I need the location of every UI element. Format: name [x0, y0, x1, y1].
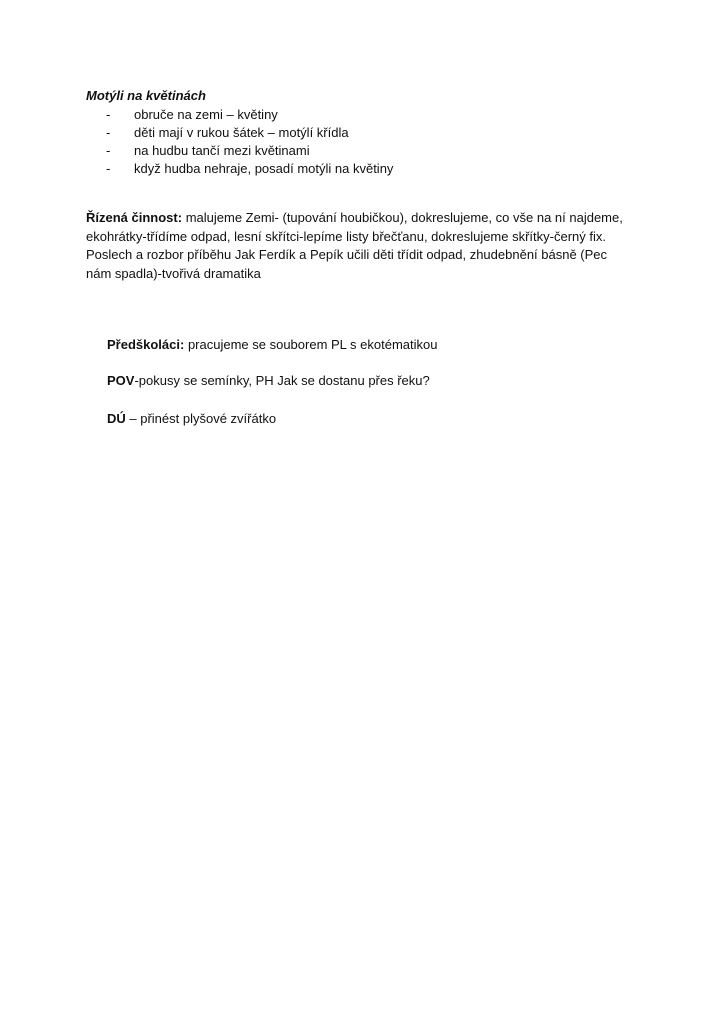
list-item-text: na hudbu tančí mezi květinami	[134, 143, 310, 158]
rizena-cinnost-paragraph	[86, 209, 646, 283]
pov-note	[107, 372, 430, 390]
list-item	[86, 142, 393, 160]
list-dash: -	[106, 107, 111, 122]
predskolaci-label: Předškoláci:	[107, 337, 185, 352]
paragraph-line: nám spadla)-tvořivá dramatika	[86, 265, 261, 281]
activity-list	[86, 106, 393, 178]
list-dash: -	[106, 125, 111, 140]
rizena-cinnost-label: Řízená činnost:	[86, 210, 183, 225]
du-text: – přinést plyšové zvířátko	[125, 411, 277, 426]
list-item-text: obruče na zemi – květiny	[134, 107, 278, 122]
paragraph-line: Poslech a rozbor příběhu Jak Ferdík a Pepík učili děti třídit odpad, zhudebnění básně (Pec	[86, 247, 608, 262]
paragraph-text: malujeme Zemi- (tupování houbičkou), dokreslujeme, co vše na ní najdeme,	[182, 210, 623, 225]
du-label: DÚ	[107, 411, 126, 426]
list-item	[86, 106, 393, 124]
list-item-text: děti mají v rukou šátek – motýlí křídla	[134, 125, 349, 140]
predskolaci-note	[107, 336, 437, 354]
predskolaci-text: pracujeme se souborem PL s ekotématikou	[184, 337, 438, 352]
list-dash: -	[106, 161, 111, 176]
paragraph-line: ekohrátky-třídíme odpad, lesní skřítci-lepíme listy břečťanu, dokreslujeme skřítky-černý fix.	[86, 228, 606, 244]
paragraph-line	[86, 209, 646, 228]
du-note	[107, 410, 276, 428]
list-item	[86, 160, 393, 178]
pov-text: -pokusy se semínky, PH Jak se dostanu přes řeku?	[134, 373, 430, 388]
list-item	[86, 124, 393, 142]
section-title: Motýli na květinách	[86, 88, 206, 103]
pov-label: POV	[107, 373, 135, 388]
list-item-text: když hudba nehraje, posadí motýli na květiny	[134, 161, 394, 176]
list-dash: -	[106, 143, 111, 158]
